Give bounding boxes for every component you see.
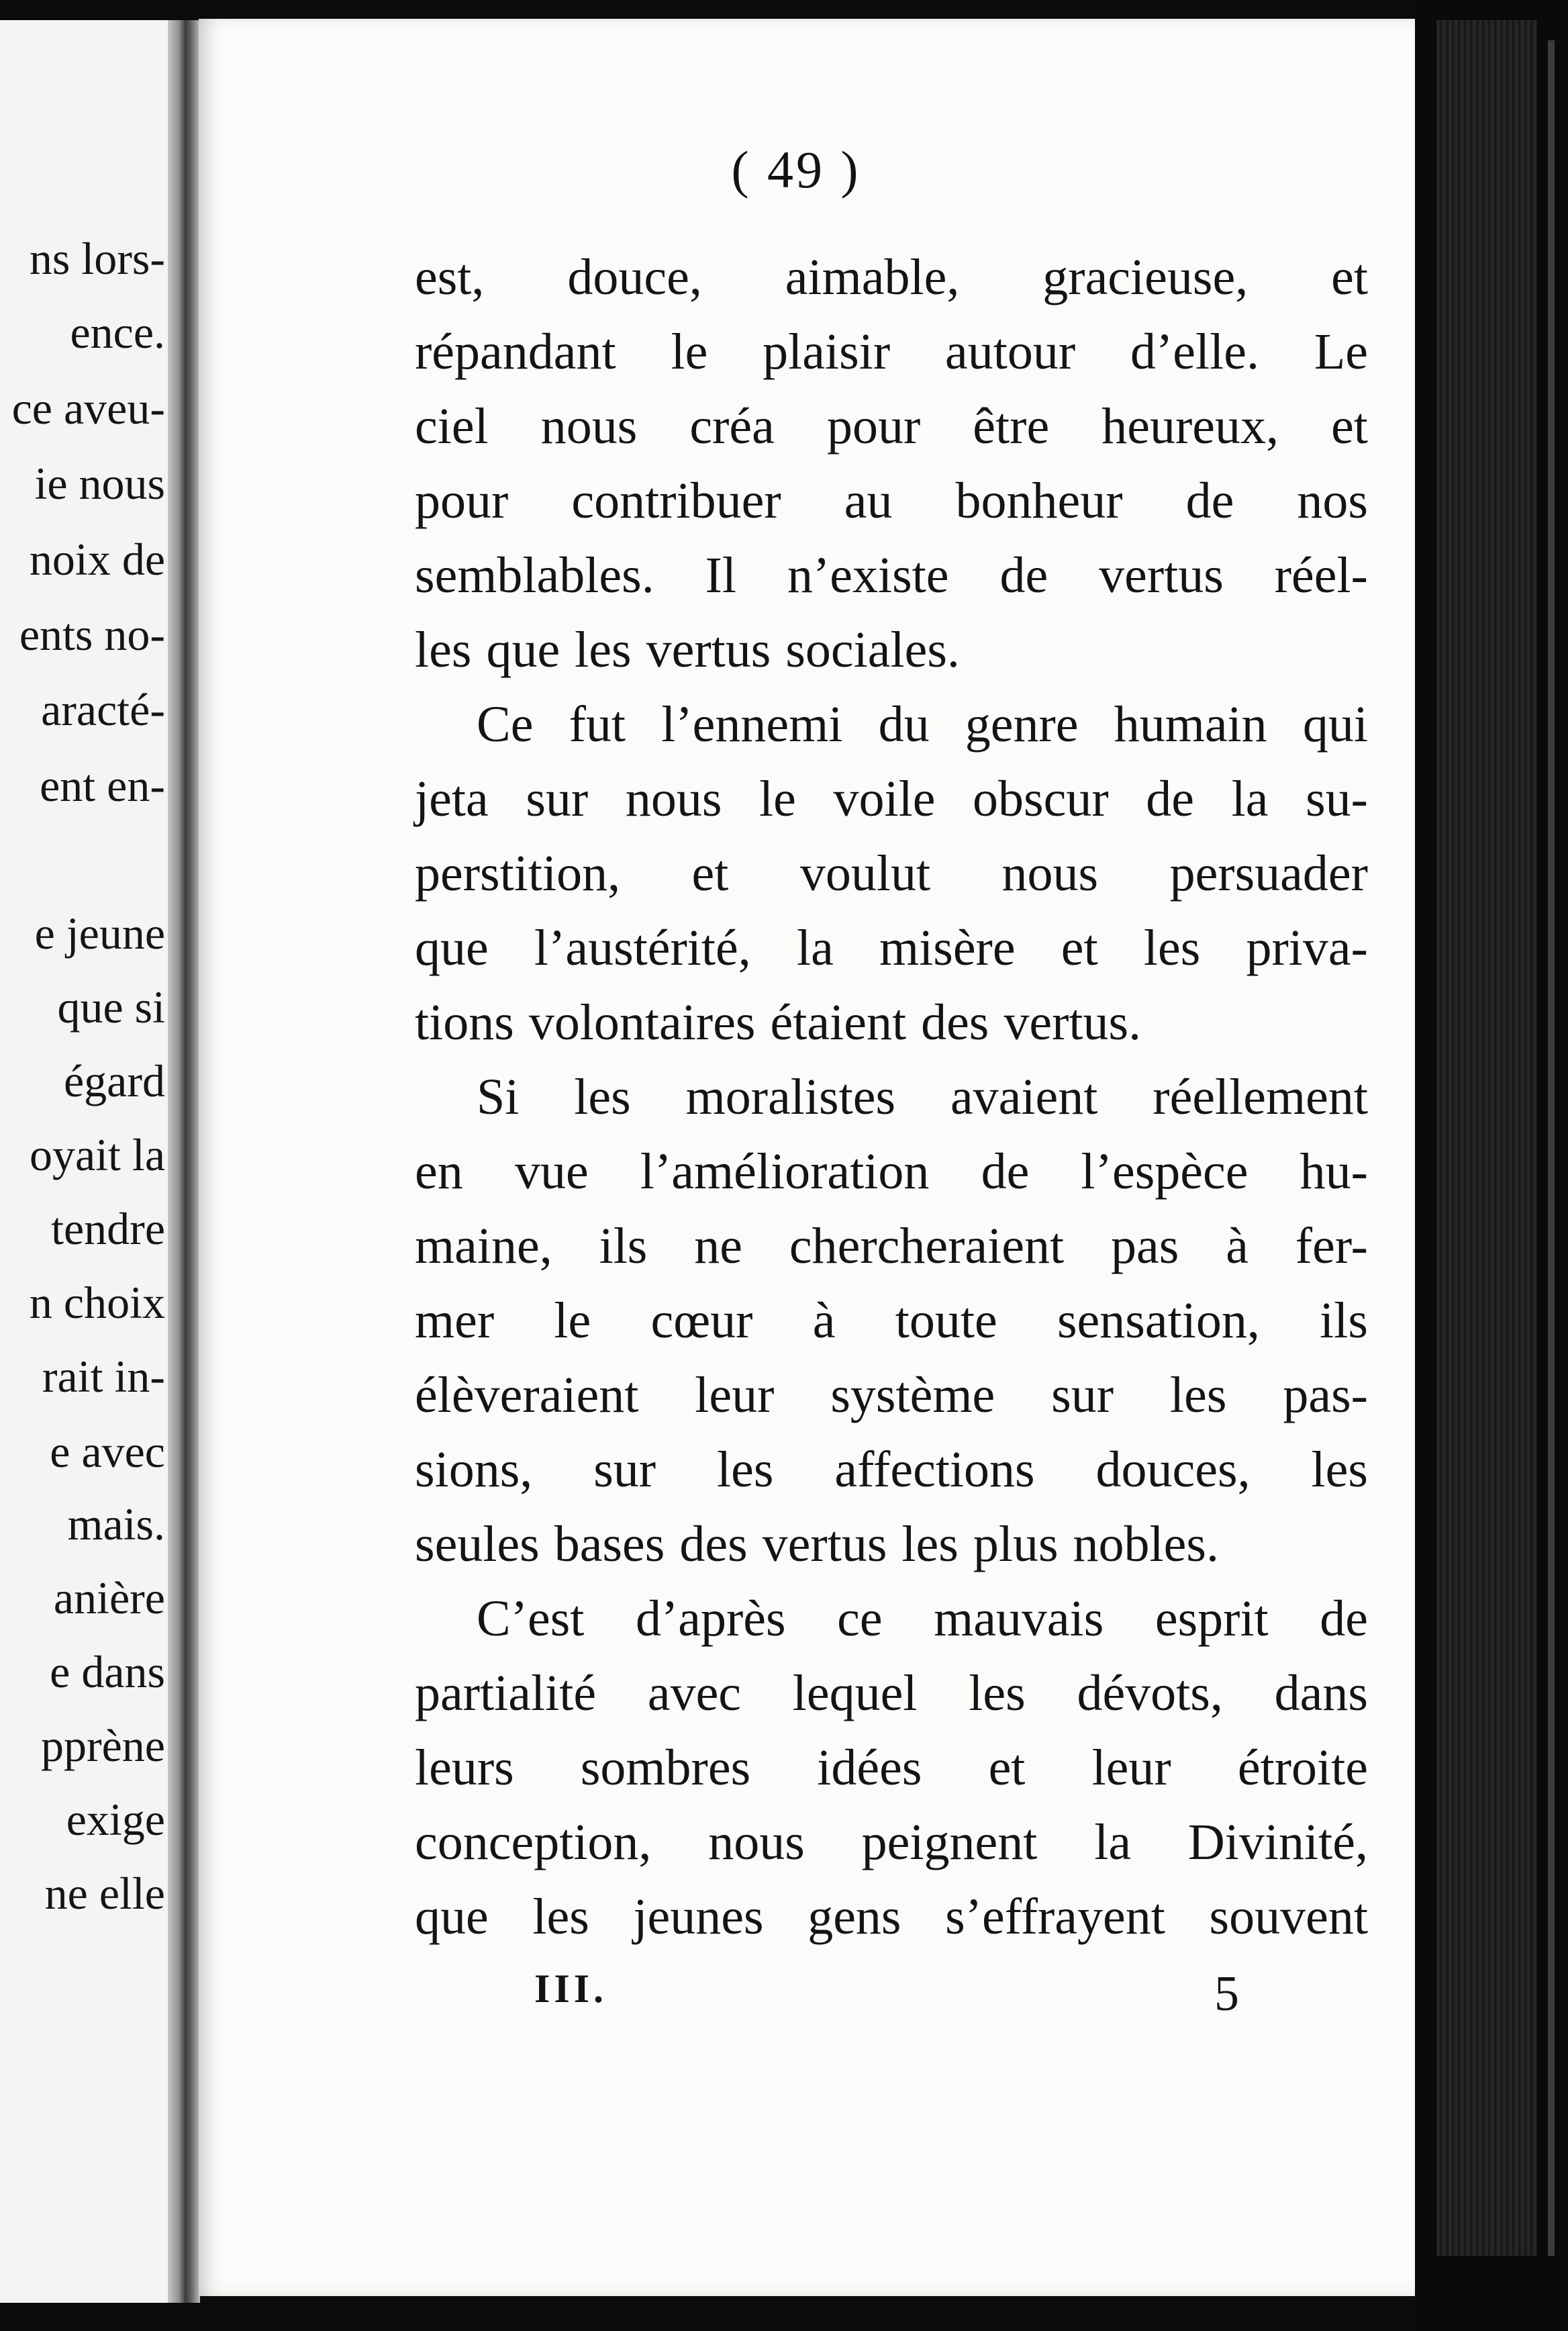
- facing-text-line: oyait la: [29, 1129, 165, 1180]
- facing-page-left: [0, 20, 176, 2303]
- facing-text-line: que si: [57, 982, 165, 1033]
- page-right: [199, 19, 1415, 2296]
- page-number-header: ( 49 ): [731, 140, 861, 199]
- facing-text-line: ne elle: [44, 1868, 165, 1919]
- facing-text-line: e avec: [50, 1426, 165, 1477]
- signature-mark: III.: [534, 1966, 608, 2011]
- text-line: seules bases des vertus les plus nobles.: [415, 1516, 1219, 1572]
- page-body: [415, 240, 1368, 1954]
- facing-text-line: pprène: [40, 1720, 165, 1771]
- text-line: perstition, et voulut nous persuader: [415, 845, 1368, 902]
- text-line: que les jeunes gens s’effrayent souvent: [415, 1889, 1368, 1945]
- page-footer: [534, 1966, 1239, 2023]
- book-gutter: [168, 20, 200, 2303]
- text-line: leurs sombres idées et leur étroite: [415, 1740, 1368, 1796]
- text-line: sions, sur les affections douces, les: [415, 1441, 1368, 1498]
- text-line: C’est d’après ce mauvais esprit de: [477, 1590, 1368, 1647]
- text-line: maine, ils ne chercheraient pas à fer-: [415, 1218, 1368, 1274]
- facing-text-line: n choix: [29, 1277, 165, 1328]
- text-line: partialité avec lequel les dévots, dans: [415, 1665, 1368, 1721]
- facing-text-line: ent en-: [40, 760, 165, 811]
- facing-text-line: e dans: [50, 1646, 165, 1697]
- facing-text-line: ents no-: [19, 609, 165, 660]
- facing-text-line: ence.: [70, 307, 165, 358]
- text-line: ciel nous créa pour être heureux, et: [415, 398, 1368, 455]
- facing-text-line: ie nous: [34, 458, 165, 509]
- facing-text-line: égard: [63, 1055, 165, 1106]
- facing-text-line: rait in-: [42, 1351, 165, 1402]
- facing-text-line: noix de: [29, 534, 165, 585]
- text-line: est, douce, aimable, gracieuse, et: [415, 249, 1368, 305]
- facing-text-line: ns lors-: [29, 233, 165, 284]
- facing-text-line: aracté-: [41, 684, 165, 735]
- text-line: jeta sur nous le voile obscur de la su-: [415, 771, 1368, 827]
- book-fore-edge: [1416, 0, 1568, 2331]
- facing-text-line: e jeune: [34, 908, 165, 959]
- text-line: que l’austérité, la misère et les priva-: [415, 920, 1368, 976]
- facing-text-line: ce aveu-: [11, 383, 165, 434]
- facing-text-line: tendre: [51, 1203, 165, 1254]
- text-line: les que les vertus sociales.: [415, 622, 960, 678]
- text-line: tions volontaires étaient des vertus.: [415, 994, 1142, 1051]
- text-line: en vue l’amélioration de l’espèce hu-: [415, 1143, 1368, 1200]
- facing-text-line: anière: [53, 1572, 165, 1623]
- page-stack: [1436, 20, 1537, 2256]
- facing-text-line: exige: [66, 1794, 165, 1845]
- text-line: pour contribuer au bonheur de nos: [415, 473, 1368, 529]
- edge-strip: [1548, 40, 1555, 2256]
- text-line: conception, nous peignent la Divinité,: [415, 1814, 1368, 1870]
- facing-text-line: mais.: [67, 1498, 165, 1550]
- text-line: élèveraient leur système sur les pas-: [415, 1367, 1368, 1423]
- text-line: mer le cœur à toute sensation, ils: [415, 1292, 1368, 1349]
- text-line: Si les moralistes avaient réellement: [477, 1069, 1368, 1125]
- text-line: Ce fut l’ennemi du genre humain qui: [477, 696, 1368, 753]
- text-line: répandant le plaisir autour d’elle. Le: [415, 324, 1368, 380]
- text-line: semblables. Il n’existe de vertus réel-: [415, 547, 1368, 604]
- gathering-number: 5: [1214, 1966, 1239, 2021]
